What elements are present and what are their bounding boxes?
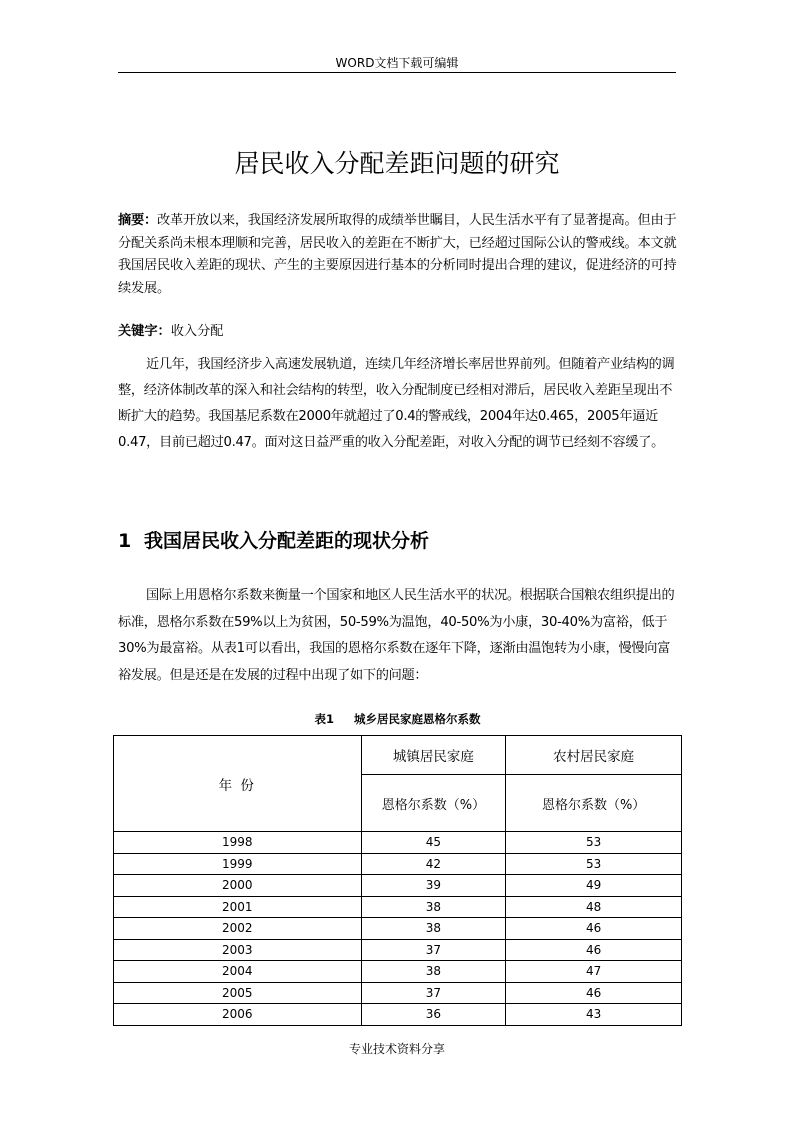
- year-column-header: 年 份: [114, 736, 362, 832]
- urban-column-header: 城镇居民家庭: [361, 736, 506, 775]
- table-row: [114, 853, 682, 875]
- section-heading: [118, 527, 678, 555]
- keywords: [118, 321, 678, 343]
- abstract-label: 摘要：: [118, 213, 157, 228]
- year-cell: 2000: [114, 875, 362, 897]
- urban-cell: 37: [361, 982, 506, 1004]
- year-cell: 2004: [114, 961, 362, 983]
- abstract: [118, 210, 678, 300]
- rural-subheader: 恩格尔系数（%）: [506, 775, 682, 832]
- urban-cell: 38: [361, 896, 506, 918]
- abstract-text: 改革开放以来，我国经济发展所取得的成绩举世瞩目，人民生活水平有了显著提高。但由于分配关系尚未根本理顺和完善，居民收入的差距在不断扩大，已经超过国际公认的警戒线。本文就我国居民收入差距的现状、产生的主要原因进行基本的分析同时提出合理的建议，促进经济的可持续发展。: [118, 213, 677, 296]
- table-row: [114, 939, 682, 961]
- year-cell: 2001: [114, 896, 362, 918]
- rural-cell: 53: [506, 832, 682, 854]
- year-cell: 2002: [114, 918, 362, 940]
- keywords-label: 关键字：: [118, 324, 171, 339]
- rural-cell: 46: [506, 982, 682, 1004]
- keywords-text: 收入分配: [170, 324, 224, 339]
- urban-cell: 42: [361, 853, 506, 875]
- urban-cell: 37: [361, 939, 506, 961]
- table-row: [114, 1004, 682, 1026]
- rural-cell: 47: [506, 961, 682, 983]
- section-paragraph: 国际上用恩格尔系数来衡量一个国家和地区人民生活水平的状况。根据联合国粮农组织提出的标准，恩格尔系数在59%以上为贫困，50-59%为温饱，40-50%为小康，30-40%为富裕，低于30%为最富裕。从表1可以看出，我国的恩格尔系数在逐年下降，逐渐由温饱转为小康，慢慢向富裕发展。但是还是在发展的过程中出现了如下的问题：: [118, 588, 675, 683]
- rural-cell: 46: [506, 939, 682, 961]
- page-header: WORD文档下载可编辑: [335, 56, 459, 70]
- table-caption: [113, 711, 682, 727]
- table-row: [114, 875, 682, 897]
- urban-cell: 45: [361, 832, 506, 854]
- year-cell: 2005: [114, 982, 362, 1004]
- section-number: 1: [118, 530, 132, 552]
- rural-cell: 49: [506, 875, 682, 897]
- rural-cell: 48: [506, 896, 682, 918]
- table-row: [114, 982, 682, 1004]
- rural-cell: 43: [506, 1004, 682, 1026]
- header-divider: [118, 72, 676, 73]
- urban-cell: 38: [361, 918, 506, 940]
- table-row: [114, 918, 682, 940]
- table-caption-number: 表1: [314, 712, 334, 726]
- year-cell: 1999: [114, 853, 362, 875]
- urban-subheader: 恩格尔系数（%）: [361, 775, 506, 832]
- rural-column-header: 农村居民家庭: [506, 736, 682, 775]
- page-footer: 专业技术资料分享: [348, 1042, 445, 1056]
- document-title: 居民收入分配差距问题的研究: [234, 149, 560, 178]
- table-row: [114, 961, 682, 983]
- table-caption-title: 城乡居民家庭恩格尔系数: [354, 712, 481, 726]
- engel-coefficient-table: [113, 735, 682, 1026]
- intro-paragraph: 近几年，我国经济步入高速发展轨道，连续几年经济增长率居世界前列。但随着产业结构的调整，经济体制改革的深入和社会结构的转型，收入分配制度已经相对滞后，居民收入差距呈现出不断扩大的趋势。我国基尼系数在2000年就超过了0.4的警戒线，2004年达0.465，2005年逼近0.47，目前已超过0.47。面对这日益严重的收入分配差距，对收入分配的调节已经刻不容缓了。: [118, 357, 675, 450]
- rural-cell: 46: [506, 918, 682, 940]
- year-cell: 2006: [114, 1004, 362, 1026]
- year-cell: 1998: [114, 832, 362, 854]
- urban-cell: 39: [361, 875, 506, 897]
- table-header-row: [114, 736, 682, 775]
- rural-cell: 53: [506, 853, 682, 875]
- section-title: 我国居民收入分配差距的现状分析: [144, 530, 430, 552]
- table-row: [114, 896, 682, 918]
- urban-cell: 36: [361, 1004, 506, 1026]
- table-row: [114, 832, 682, 854]
- urban-cell: 38: [361, 961, 506, 983]
- year-cell: 2003: [114, 939, 362, 961]
